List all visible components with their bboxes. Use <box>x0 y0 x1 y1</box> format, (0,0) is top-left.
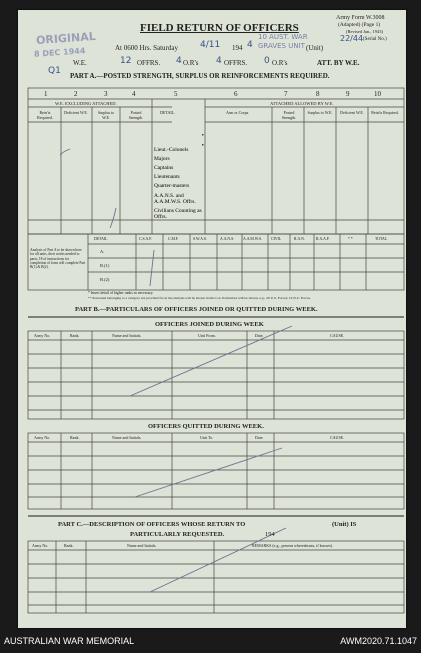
army-form-number: Army Form W.3008 <box>336 15 385 21</box>
footnote-2: ** Personnel belonging to a category not provided for in the analysis will be shown in this Col. Particulars will be shown, e.g., 20 U.S. Forces; 10 N.Z. Forces. <box>88 296 311 300</box>
att-label: ATT. BY W.E. <box>317 59 360 67</box>
part-c-head: Name and Initials. <box>127 543 157 548</box>
rank-item: Majors <box>154 156 170 162</box>
quitted-head: CAUSE. <box>330 435 345 440</box>
analysis-row-label: B.(2) <box>100 277 110 282</box>
analysis-head: CIVIL <box>271 237 282 241</box>
ors-label-2: O.R's <box>272 59 288 67</box>
part-c-title-b: PARTICULARLY REQUESTED. <box>130 531 225 538</box>
corner-mark: Q1 <box>48 66 61 76</box>
analysis-row-label: A. <box>100 249 105 254</box>
hw-offrs: 4 <box>216 56 222 66</box>
joined-head: Rank. <box>70 333 80 338</box>
joined-head: CAUSE. <box>330 333 345 338</box>
offrs-label-2: OFFRS. <box>224 59 248 67</box>
hw-year: 4 <box>247 40 253 50</box>
col-number: 1 <box>44 90 48 98</box>
attached-header: ATTACHED ALLOWED BY W.E. <box>270 101 334 106</box>
hw-serial: 22/44 <box>340 34 364 43</box>
footnote-1: * Insert detail of higher ranks as necessary. <box>88 291 154 295</box>
analysis-head: R.A.N. <box>294 237 305 241</box>
analysis-head: R.A.A.F. <box>316 237 330 241</box>
col-head: Deficient W.E. <box>64 110 88 115</box>
hw-date: 4/11 <box>200 40 221 50</box>
col-head: Arm or Corps. <box>226 110 250 115</box>
col-number: 6 <box>234 90 238 98</box>
rank-item: Lieutenants <box>154 174 180 180</box>
offrs-label: OFFRS. <box>137 59 161 67</box>
col-head: Rein'ts Required. <box>37 110 53 120</box>
quitted-head: Rank. <box>70 435 80 440</box>
joined-head: Name and Initials. <box>112 333 142 338</box>
analysis-note: Analysis of Part A to be shown here for all units, their works needed to parts; 18 of instructions for completion of form will complete Part B(1) & B(2). <box>30 248 86 270</box>
quitted-head: Name and Initials. <box>112 435 142 440</box>
part-c-head: Army No. <box>32 543 49 548</box>
year-label: 194 <box>232 44 243 52</box>
hw-unit: 10 AUST. WAR GRAVES UNIT <box>258 33 308 50</box>
rank-item: Civilians Counting as Offrs. <box>154 208 202 220</box>
we-label: W.E. <box>73 59 87 67</box>
quitted-head: Date. <box>255 435 264 440</box>
footer-right: AWM2020.71.1047 <box>340 636 417 646</box>
part-a-title: PART A.—POSTED STRENGTH, SURPLUS OR REINFORCEMENTS REQUIRED. <box>70 72 330 80</box>
col-number: 5 <box>174 90 178 98</box>
rank-item: Quarter-masters <box>154 183 190 189</box>
part-c-year: 194 <box>265 531 275 538</box>
at-text: At 0600 Hrs. Saturday <box>115 44 178 52</box>
army-form-revised: (Revised Jan., 1943) <box>346 29 383 34</box>
analysis-head: S.W.A.S. <box>193 237 207 241</box>
col-number: 4 <box>132 90 136 98</box>
hw-ors-2: 12 <box>120 56 132 66</box>
joined-title: OFFICERS JOINED DURING WEEK <box>155 321 264 328</box>
analysis-head: A.A.M.W.S. <box>243 237 262 241</box>
col-head: Deficient W.E. <box>340 110 364 115</box>
quitted-title: OFFICERS QUITTED DURING WEEK. <box>148 423 264 430</box>
we-excl-header: W.E. EXCLUDING ATTACHED. <box>55 101 117 106</box>
part-c-unit: (Unit) IS <box>332 521 357 528</box>
col-head: Rein'ts Required. <box>371 110 399 115</box>
rank-item: A.A.N.S. and A.A.M.W.S. Offrs. <box>154 193 196 205</box>
part-c-title: PART C.—DESCRIPTION OF OFFICERS WHOSE RETURN TO <box>58 521 246 528</box>
part-c-head: REMARKS (e.g., present whereabouts, if known). <box>252 543 333 548</box>
serial-label: (Serial No.) <box>363 37 387 42</box>
hw-we-offrs: 4 <box>176 56 182 66</box>
footer-left: AUSTRALIAN WAR MEMORIAL <box>4 636 135 646</box>
hw-ors: 0 <box>264 56 270 66</box>
original-stamp: ORIGINAL <box>35 29 97 48</box>
form-title: FIELD RETURN OF OFFICERS <box>140 22 299 34</box>
rank-item: Lieut.-Colonels <box>154 147 189 153</box>
col-number: 3 <box>104 90 108 98</box>
army-form-adapted: (Adapted) (Page 1) <box>338 22 381 28</box>
analysis-head: DETAIL <box>94 237 108 241</box>
joined-head: Army No. <box>34 333 51 338</box>
col-head: Surplus to W.E. <box>307 110 333 115</box>
analysis-head: TOTAL <box>375 237 388 241</box>
analysis-head: C.M.F. <box>168 237 179 241</box>
rank-list <box>154 146 204 220</box>
quitted-head: Unit To. <box>200 435 214 440</box>
col-head: Surplus to W.E. <box>97 110 115 120</box>
col-number: 8 <box>316 90 320 98</box>
unit-label: (Unit) <box>306 44 324 52</box>
col-number: 10 <box>374 90 381 98</box>
joined-head: Date. <box>255 333 264 338</box>
joined-head: Unit From. <box>198 333 216 338</box>
rank-item: Captains <box>154 165 174 171</box>
analysis-head: C.S.A.F. <box>139 237 152 241</box>
col-head: DETAIL. <box>160 110 176 115</box>
quitted-head: Army No. <box>34 435 51 440</box>
col-number: 7 <box>284 90 288 98</box>
part-b-title: PART B.—PARTICULARS OF OFFICERS JOINED OR QUITTED DURING WEEK. <box>75 306 318 313</box>
analysis-head: A.A.N.S. <box>220 237 235 241</box>
date-stamp: 8 DEC 1944 <box>33 46 86 59</box>
col-head: Posted Strength. <box>281 110 297 120</box>
analysis-head: * * <box>348 237 353 241</box>
part-c-head: Rank. <box>64 543 74 548</box>
col-number: 2 <box>74 90 78 98</box>
col-number: 9 <box>346 90 350 98</box>
col-head: Posted Strength. <box>128 110 144 120</box>
analysis-row-label: B.(1) <box>100 263 110 268</box>
ors-label: O.R's <box>183 59 199 67</box>
